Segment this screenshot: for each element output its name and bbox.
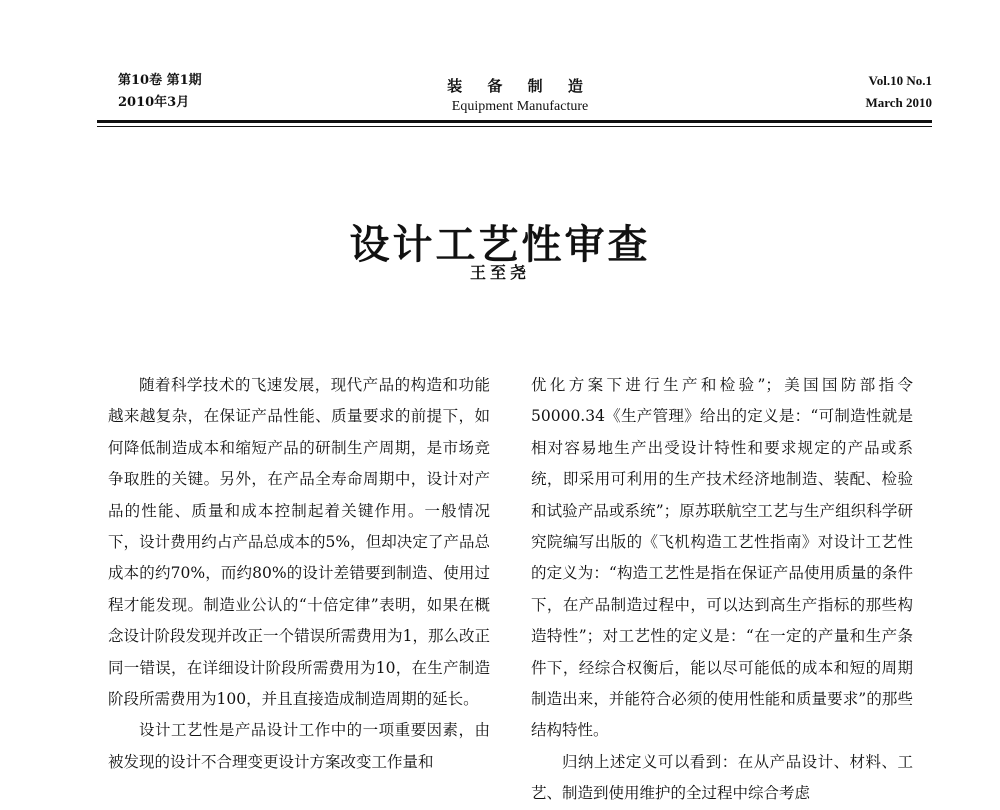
- journal-name-en: Equipment Manufacture: [451, 99, 589, 114]
- paragraph: 归纳上述定义可以看到：在从产品设计、材料、工艺、制造到使用维护的全过程中综合考虑: [531, 752, 913, 803]
- body-column-left: [108, 370, 490, 778]
- paragraph: 随着科学技术的飞速发展，现代产品的构造和功能越来越复杂，在保证产品性能、质量要求的前提下，如何降低制造成本和缩短产品的研制生产周期，是市场竞争取胜的关键。另外，在产品全寿命周期中，设计对产品的性能、质量和成本控制起着关键作用。一般情况下，设计费用约占产品总成本的5%，但却决定了产品总成本的约70%，而约80%的设计差错要到制造、使用过程才能发现。制造业公认的“十倍定律”表明，如果在概念设计阶段发现并改正一个错误所需费用为1，那么改正同一错误，在详细设计阶段所需费用为10，在生产制造阶段所需费用为100，并且直接造成制造周期的延长。: [108, 376, 490, 709]
- journal-name-cn: 装 备 制 造: [447, 77, 593, 95]
- header-rule-thin: [97, 126, 932, 127]
- body-column-right: [531, 370, 913, 810]
- paragraph: 优化方案下进行生产和检验”；美国国防部指令50000.34《生产管理》给出的定义是：“可制造性就是相对容易地生产出受设计特性和要求规定的产品或系统，即采用可利用的生产技术经济地制造、装配、检验和试验产品或系统”；原苏联航空工艺与生产组织科学研究院编写出版的《飞机构造工艺性指南》对设计工艺性的定义为：“构造工艺性是指在保证产品使用质量的条件下，在产品制造过程中，可以达到高生产指标的那些构造特性”；对工艺性的定义是：“在一定的产量和生产条件下，经综合权衡后，能以尽可能低的成本和短的周期制造出来，并能符合必须的使用性能和质量要求”的那些结构特性。: [531, 376, 913, 740]
- publication-date-en: March 2010: [865, 95, 932, 110]
- publication-date-cn: 2010年3月: [118, 95, 190, 110]
- paragraph: 设计工艺性是产品设计工作中的一项重要因素，由被发现的设计不合理变更设计方案改变工作量和: [108, 721, 490, 771]
- journal-masthead: [380, 76, 660, 117]
- volume-issue: 第10卷 第1期: [118, 73, 202, 88]
- header-rule-thick: [97, 120, 932, 123]
- volume-issue-en: Vol.10 No.1: [868, 73, 932, 88]
- header-left: [118, 70, 202, 114]
- header-right: [865, 70, 932, 114]
- article-author: 王至尧: [469, 263, 530, 282]
- article-title: 设计工艺性审查: [349, 221, 651, 268]
